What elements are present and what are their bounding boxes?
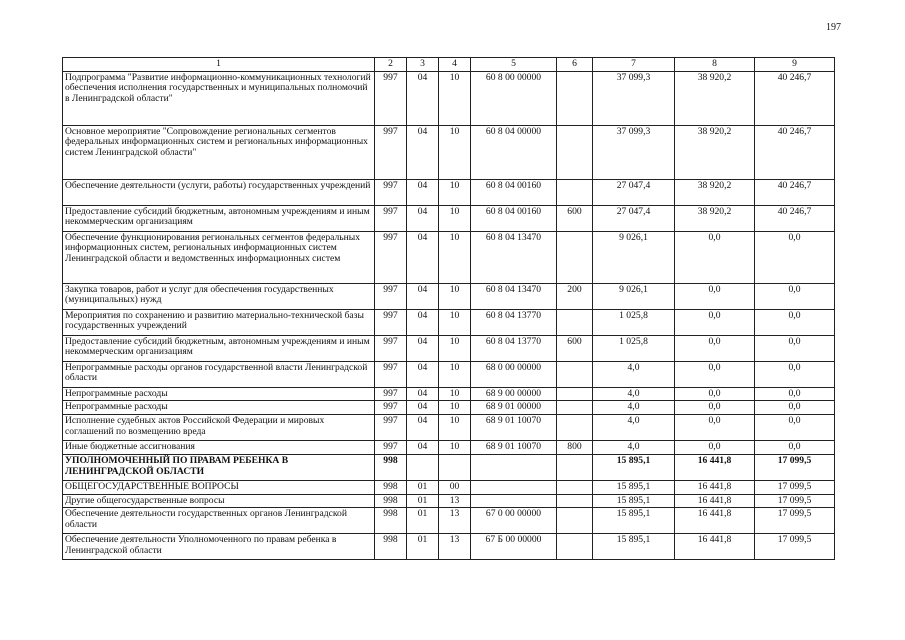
- target-article-cell: 67 Б 00 00000: [471, 534, 557, 560]
- item-name-cell: ОБЩЕГОСУДАРСТВЕННЫЕ ВОПРОСЫ: [63, 480, 375, 494]
- code-cell: 998: [375, 494, 407, 508]
- expense-type-cell: [557, 508, 593, 534]
- amount-year1-cell: 4,0: [593, 441, 675, 455]
- target-article-cell: 68 9 01 10070: [471, 415, 557, 441]
- expense-type-cell: 800: [557, 441, 593, 455]
- amount-year2-cell: 0,0: [675, 309, 755, 335]
- section-cell: 04: [407, 361, 439, 387]
- amount-year2-cell: 38 920,2: [675, 179, 755, 205]
- item-name-cell: Другие общегосударственные вопросы: [63, 494, 375, 508]
- amount-year1-cell: 9 026,1: [593, 231, 675, 283]
- section-cell: 04: [407, 335, 439, 361]
- section-cell: 01: [407, 534, 439, 560]
- code-cell: 997: [375, 179, 407, 205]
- table-row: [63, 335, 835, 361]
- target-article-cell: 60 8 04 00160: [471, 179, 557, 205]
- table-row: [63, 231, 835, 283]
- amount-year2-cell: 16 441,8: [675, 480, 755, 494]
- expense-type-cell: 200: [557, 283, 593, 309]
- expense-type-cell: [557, 454, 593, 480]
- item-name-cell: Предоставление субсидий бюджетным, автономным учреждениям и иным некоммерческим организациям: [63, 205, 375, 231]
- expense-type-cell: [557, 387, 593, 401]
- amount-year2-cell: 0,0: [675, 361, 755, 387]
- amount-year2-cell: 16 441,8: [675, 494, 755, 508]
- section-cell: 04: [407, 231, 439, 283]
- target-article-cell: 68 9 01 10070: [471, 441, 557, 455]
- subsection-cell: 10: [439, 179, 471, 205]
- code-cell: 997: [375, 231, 407, 283]
- header-cell: 3: [407, 58, 439, 72]
- amount-year1-cell: 15 895,1: [593, 454, 675, 480]
- table-row: [63, 205, 835, 231]
- subsection-cell: 10: [439, 387, 471, 401]
- subsection-cell: 10: [439, 71, 471, 125]
- expense-type-cell: [557, 494, 593, 508]
- amount-year3-cell: 0,0: [755, 441, 835, 455]
- amount-year1-cell: 1 025,8: [593, 335, 675, 361]
- amount-year3-cell: 40 246,7: [755, 179, 835, 205]
- amount-year2-cell: 16 441,8: [675, 508, 755, 534]
- page-number: 197: [826, 22, 841, 33]
- amount-year2-cell: 0,0: [675, 401, 755, 415]
- expense-type-cell: [557, 231, 593, 283]
- table-row: [63, 387, 835, 401]
- expense-type-cell: 600: [557, 205, 593, 231]
- header-cell: 4: [439, 58, 471, 72]
- expense-type-cell: [557, 179, 593, 205]
- code-cell: 997: [375, 387, 407, 401]
- budget-table: [62, 57, 835, 560]
- amount-year1-cell: 4,0: [593, 387, 675, 401]
- section-cell: [407, 454, 439, 480]
- code-cell: 997: [375, 309, 407, 335]
- amount-year1-cell: 15 895,1: [593, 534, 675, 560]
- amount-year2-cell: 16 441,8: [675, 534, 755, 560]
- code-cell: 997: [375, 205, 407, 231]
- section-cell: 04: [407, 283, 439, 309]
- expense-type-cell: [557, 480, 593, 494]
- code-cell: 997: [375, 335, 407, 361]
- amount-year3-cell: 0,0: [755, 415, 835, 441]
- amount-year3-cell: 0,0: [755, 231, 835, 283]
- table-row: [63, 361, 835, 387]
- target-article-cell: 68 0 00 00000: [471, 361, 557, 387]
- expense-type-cell: [557, 361, 593, 387]
- table-row: [63, 494, 835, 508]
- amount-year2-cell: 0,0: [675, 231, 755, 283]
- amount-year2-cell: 0,0: [675, 387, 755, 401]
- code-cell: 997: [375, 361, 407, 387]
- item-name-cell: УПОЛНОМОЧЕННЫЙ ПО ПРАВАМ РЕБЕНКА В ЛЕНИНГРАДСКОЙ ОБЛАСТИ: [63, 454, 375, 480]
- code-cell: 997: [375, 283, 407, 309]
- section-cell: 04: [407, 309, 439, 335]
- amount-year2-cell: 0,0: [675, 441, 755, 455]
- amount-year1-cell: 37 099,3: [593, 71, 675, 125]
- item-name-cell: Закупка товаров, работ и услуг для обеспечения государственных (муниципальных) нужд: [63, 283, 375, 309]
- amount-year2-cell: 38 920,2: [675, 205, 755, 231]
- header-cell: 2: [375, 58, 407, 72]
- amount-year2-cell: 38 920,2: [675, 125, 755, 179]
- amount-year1-cell: 27 047,4: [593, 205, 675, 231]
- item-name-cell: Непрограммные расходы: [63, 387, 375, 401]
- subsection-cell: 10: [439, 415, 471, 441]
- section-cell: 01: [407, 494, 439, 508]
- target-article-cell: [471, 454, 557, 480]
- table-row: [63, 71, 835, 125]
- subsection-cell: 13: [439, 508, 471, 534]
- section-cell: 01: [407, 508, 439, 534]
- item-name-cell: Обеспечение деятельности (услуги, работы) государственных учреждений: [63, 179, 375, 205]
- item-name-cell: Основное мероприятие "Сопровождение региональных сегментов федеральных информационных систем и региональных информационных систем Ленинградской области": [63, 125, 375, 179]
- table-row: [63, 508, 835, 534]
- table-row: [63, 179, 835, 205]
- amount-year3-cell: 0,0: [755, 283, 835, 309]
- table-row: [63, 415, 835, 441]
- item-name-cell: Подпрограмма "Развитие информационно-коммуникационных технологий обеспечения исполнения государственных и муниципальных полномочий в Ленинградской области": [63, 71, 375, 125]
- item-name-cell: Обеспечение деятельности государственных органов Ленинградской области: [63, 508, 375, 534]
- item-name-cell: Мероприятия по сохранению и развитию материально-технической базы государственных учреждений: [63, 309, 375, 335]
- expense-type-cell: [557, 415, 593, 441]
- amount-year3-cell: 17 099,5: [755, 480, 835, 494]
- amount-year3-cell: 0,0: [755, 387, 835, 401]
- amount-year2-cell: 0,0: [675, 335, 755, 361]
- amount-year3-cell: 0,0: [755, 361, 835, 387]
- amount-year2-cell: 38 920,2: [675, 71, 755, 125]
- subsection-cell: 10: [439, 401, 471, 415]
- code-cell: 997: [375, 125, 407, 179]
- amount-year1-cell: 4,0: [593, 415, 675, 441]
- amount-year3-cell: 40 246,7: [755, 205, 835, 231]
- item-name-cell: Предоставление субсидий бюджетным, автономным учреждениям и иным некоммерческим организациям: [63, 335, 375, 361]
- amount-year3-cell: 17 099,5: [755, 508, 835, 534]
- target-article-cell: 60 8 04 13770: [471, 335, 557, 361]
- target-article-cell: 60 8 04 00160: [471, 205, 557, 231]
- section-cell: 04: [407, 179, 439, 205]
- code-cell: 998: [375, 534, 407, 560]
- code-cell: 997: [375, 441, 407, 455]
- amount-year3-cell: 0,0: [755, 401, 835, 415]
- amount-year3-cell: 17 099,5: [755, 494, 835, 508]
- section-cell: 04: [407, 125, 439, 179]
- header-row: [63, 58, 835, 72]
- amount-year1-cell: 1 025,8: [593, 309, 675, 335]
- amount-year1-cell: 15 895,1: [593, 494, 675, 508]
- section-cell: 04: [407, 387, 439, 401]
- expense-type-cell: [557, 309, 593, 335]
- target-article-cell: [471, 480, 557, 494]
- subsection-cell: 10: [439, 441, 471, 455]
- expense-type-cell: [557, 401, 593, 415]
- amount-year3-cell: 17 099,5: [755, 454, 835, 480]
- amount-year1-cell: 27 047,4: [593, 179, 675, 205]
- subsection-cell: 10: [439, 125, 471, 179]
- subsection-cell: 00: [439, 480, 471, 494]
- expense-type-cell: 600: [557, 335, 593, 361]
- expense-type-cell: [557, 71, 593, 125]
- table-row: [63, 401, 835, 415]
- header-cell: 9: [755, 58, 835, 72]
- item-name-cell: Непрограммные расходы: [63, 401, 375, 415]
- section-cell: 04: [407, 401, 439, 415]
- target-article-cell: 60 8 04 13470: [471, 231, 557, 283]
- subsection-cell: 10: [439, 361, 471, 387]
- target-article-cell: 68 9 01 00000: [471, 401, 557, 415]
- table-body: [63, 71, 835, 560]
- table-row: [63, 309, 835, 335]
- code-cell: 998: [375, 480, 407, 494]
- subsection-cell: 10: [439, 309, 471, 335]
- section-cell: 04: [407, 415, 439, 441]
- amount-year3-cell: 0,0: [755, 335, 835, 361]
- target-article-cell: 60 8 00 00000: [471, 71, 557, 125]
- table-row: [63, 534, 835, 560]
- amount-year2-cell: 16 441,8: [675, 454, 755, 480]
- subsection-cell: 13: [439, 534, 471, 560]
- target-article-cell: [471, 494, 557, 508]
- target-article-cell: 67 0 00 00000: [471, 508, 557, 534]
- subsection-cell: 10: [439, 231, 471, 283]
- subsection-cell: 10: [439, 205, 471, 231]
- item-name-cell: Непрограммные расходы органов государственной власти Ленинградской области: [63, 361, 375, 387]
- target-article-cell: 60 8 04 00000: [471, 125, 557, 179]
- amount-year2-cell: 0,0: [675, 415, 755, 441]
- expense-type-cell: [557, 125, 593, 179]
- item-name-cell: Иные бюджетные ассигнования: [63, 441, 375, 455]
- header-cell: 6: [557, 58, 593, 72]
- header-cell: 1: [63, 58, 375, 72]
- header-cell: 7: [593, 58, 675, 72]
- code-cell: 998: [375, 508, 407, 534]
- subsection-cell: 10: [439, 283, 471, 309]
- item-name-cell: Обеспечение функционирования региональных сегментов федеральных информационных систем, региональных информационных систем Ленинградской области и ведомственных информационных систем: [63, 231, 375, 283]
- amount-year3-cell: 17 099,5: [755, 534, 835, 560]
- amount-year1-cell: 15 895,1: [593, 480, 675, 494]
- code-cell: 997: [375, 71, 407, 125]
- section-cell: 04: [407, 441, 439, 455]
- amount-year1-cell: 9 026,1: [593, 283, 675, 309]
- table-row: [63, 454, 835, 480]
- code-cell: 997: [375, 415, 407, 441]
- target-article-cell: 60 8 04 13770: [471, 309, 557, 335]
- amount-year3-cell: 40 246,7: [755, 125, 835, 179]
- item-name-cell: Исполнение судебных актов Российской Федерации и мировых соглашений по возмещению вреда: [63, 415, 375, 441]
- amount-year1-cell: 4,0: [593, 401, 675, 415]
- section-cell: 01: [407, 480, 439, 494]
- subsection-cell: [439, 454, 471, 480]
- code-cell: 997: [375, 401, 407, 415]
- amount-year1-cell: 4,0: [593, 361, 675, 387]
- section-cell: 04: [407, 205, 439, 231]
- table-row: [63, 283, 835, 309]
- target-article-cell: 60 8 04 13470: [471, 283, 557, 309]
- header-cell: 5: [471, 58, 557, 72]
- amount-year3-cell: 40 246,7: [755, 71, 835, 125]
- table-row: [63, 125, 835, 179]
- subsection-cell: 10: [439, 335, 471, 361]
- expense-type-cell: [557, 534, 593, 560]
- item-name-cell: Обеспечение деятельности Уполномоченного по правам ребенка в Ленинградской области: [63, 534, 375, 560]
- target-article-cell: 68 9 00 00000: [471, 387, 557, 401]
- amount-year2-cell: 0,0: [675, 283, 755, 309]
- subsection-cell: 13: [439, 494, 471, 508]
- section-cell: 04: [407, 71, 439, 125]
- table-row: [63, 480, 835, 494]
- amount-year1-cell: 37 099,3: [593, 125, 675, 179]
- table-row: [63, 441, 835, 455]
- header-cell: 8: [675, 58, 755, 72]
- code-cell: 998: [375, 454, 407, 480]
- amount-year1-cell: 15 895,1: [593, 508, 675, 534]
- amount-year3-cell: 0,0: [755, 309, 835, 335]
